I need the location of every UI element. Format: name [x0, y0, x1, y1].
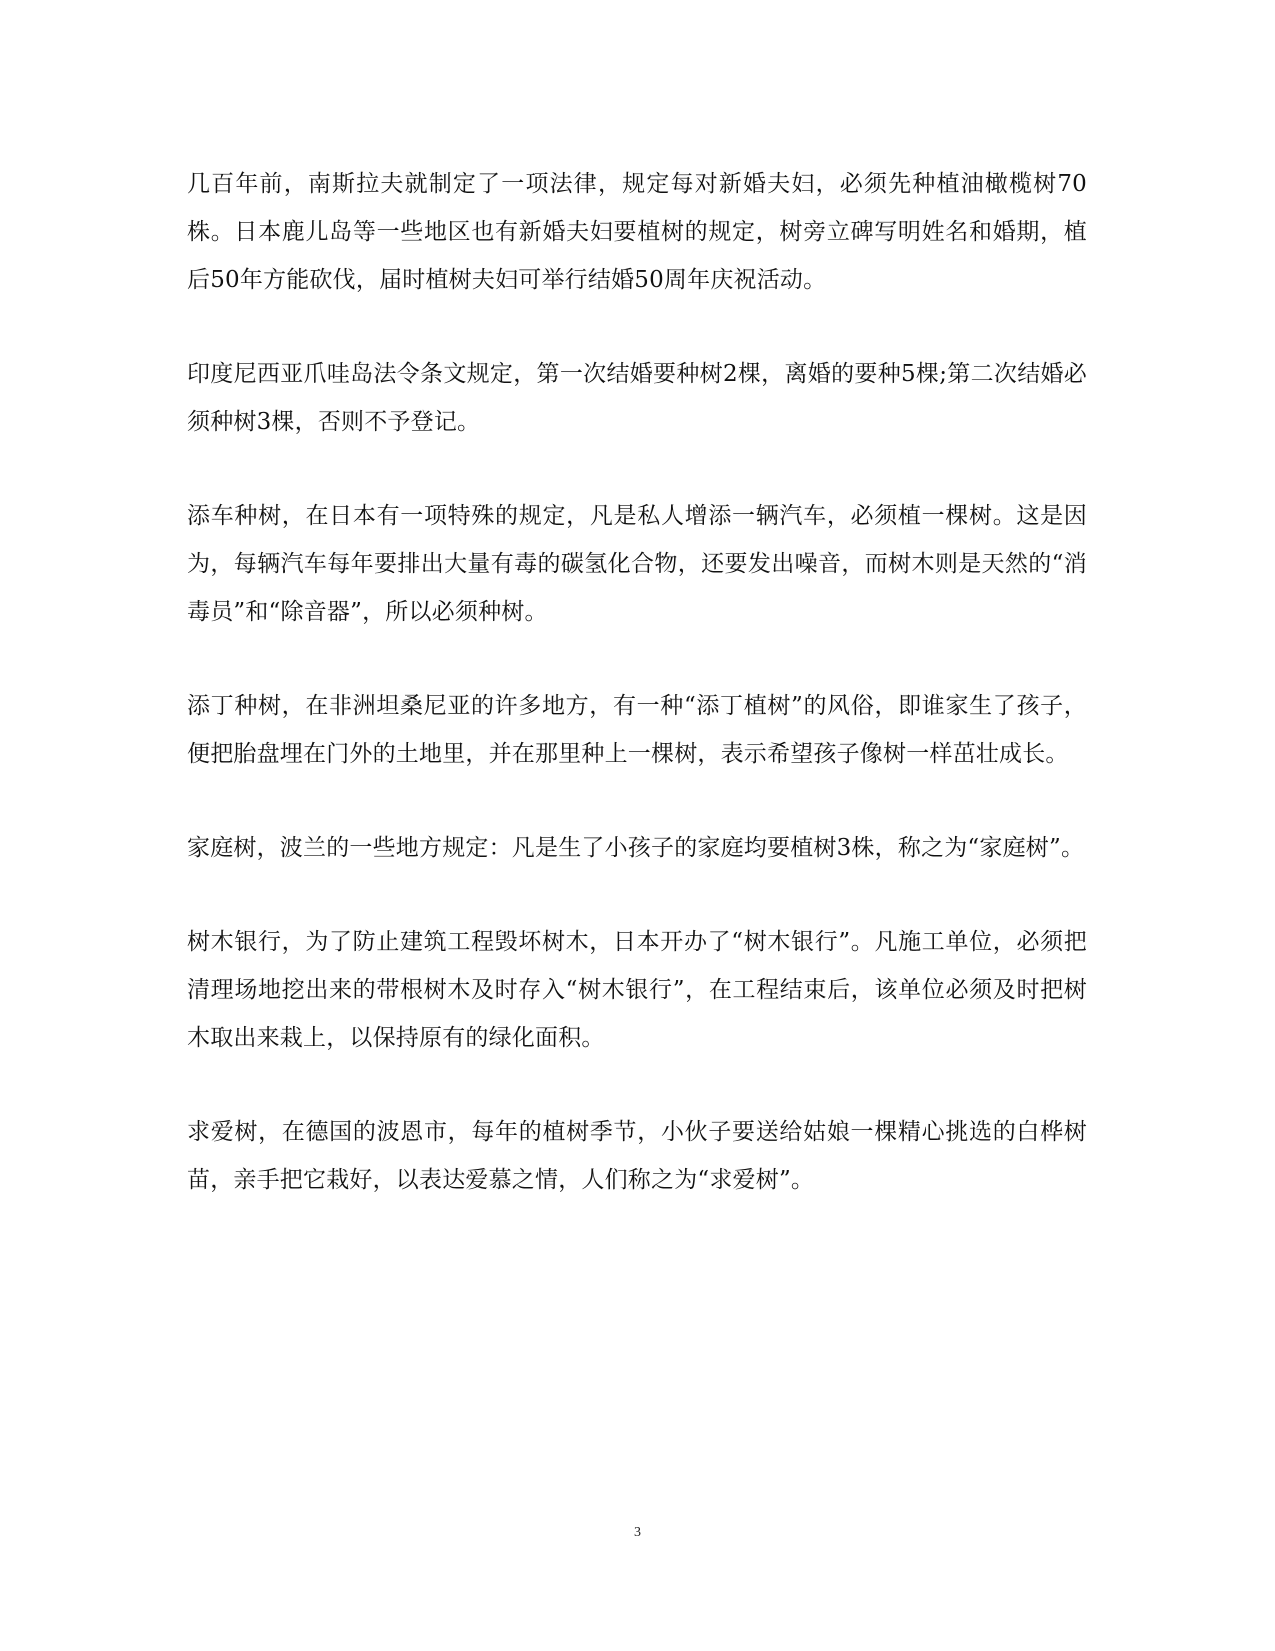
paragraph-birth-tree: 添丁种树，在非洲坦桑尼亚的许多地方，有一种“添丁植树”的风俗，即谁家生了孩子，便把胎盘埋在门外的土地里，并在那里种上一棵树，表示希望孩子像树一样茁壮成长。	[187, 693, 1087, 767]
paragraph-courtship-tree: 求爱树，在德国的波恩市，每年的植树季节，小伙子要送给姑娘一棵精心挑选的白桦树苗，亲手把它栽好，以表达爱慕之情，人们称之为“求爱树”。	[187, 1119, 1087, 1193]
paragraph-java-marriage-law: 印度尼西亚爪哇岛法令条文规定，第一次结婚要种树2棵，离婚的要种5棵;第二次结婚必须种树3棵，否则不予登记。	[187, 361, 1087, 435]
paragraph-newlywed-trees: 几百年前，南斯拉夫就制定了一项法律，规定每对新婚夫妇，必须先种植油橄榄树70株。日本鹿儿岛等一些地区也有新婚夫妇要植树的规定，树旁立碑写明姓名和婚期，植后50年方能砍伐，届时植树夫妇可举行结婚50周年庆祝活动。	[187, 171, 1087, 293]
page-number: 3	[634, 1525, 641, 1540]
document-body	[187, 160, 1087, 1250]
paragraph-tree-bank: 树木银行，为了防止建筑工程毁坏树木，日本开办了“树木银行”。凡施工单位，必须把清理场地挖出来的带根树木及时存入“树木银行”，在工程结束后，该单位必须及时把树木取出来栽上，以保持原有的绿化面积。	[187, 929, 1087, 1051]
paragraph-family-tree: 家庭树，波兰的一些地方规定：凡是生了小孩子的家庭均要植树3株，称之为“家庭树”。	[187, 835, 1085, 861]
paragraph-car-tree: 添车种树，在日本有一项特殊的规定，凡是私人增添一辆汽车，必须植一棵树。这是因为，每辆汽车每年要排出大量有毒的碳氢化合物，还要发出噪音，而树木则是天然的“消毒员”和“除音器”，所以必须种树。	[187, 503, 1087, 625]
